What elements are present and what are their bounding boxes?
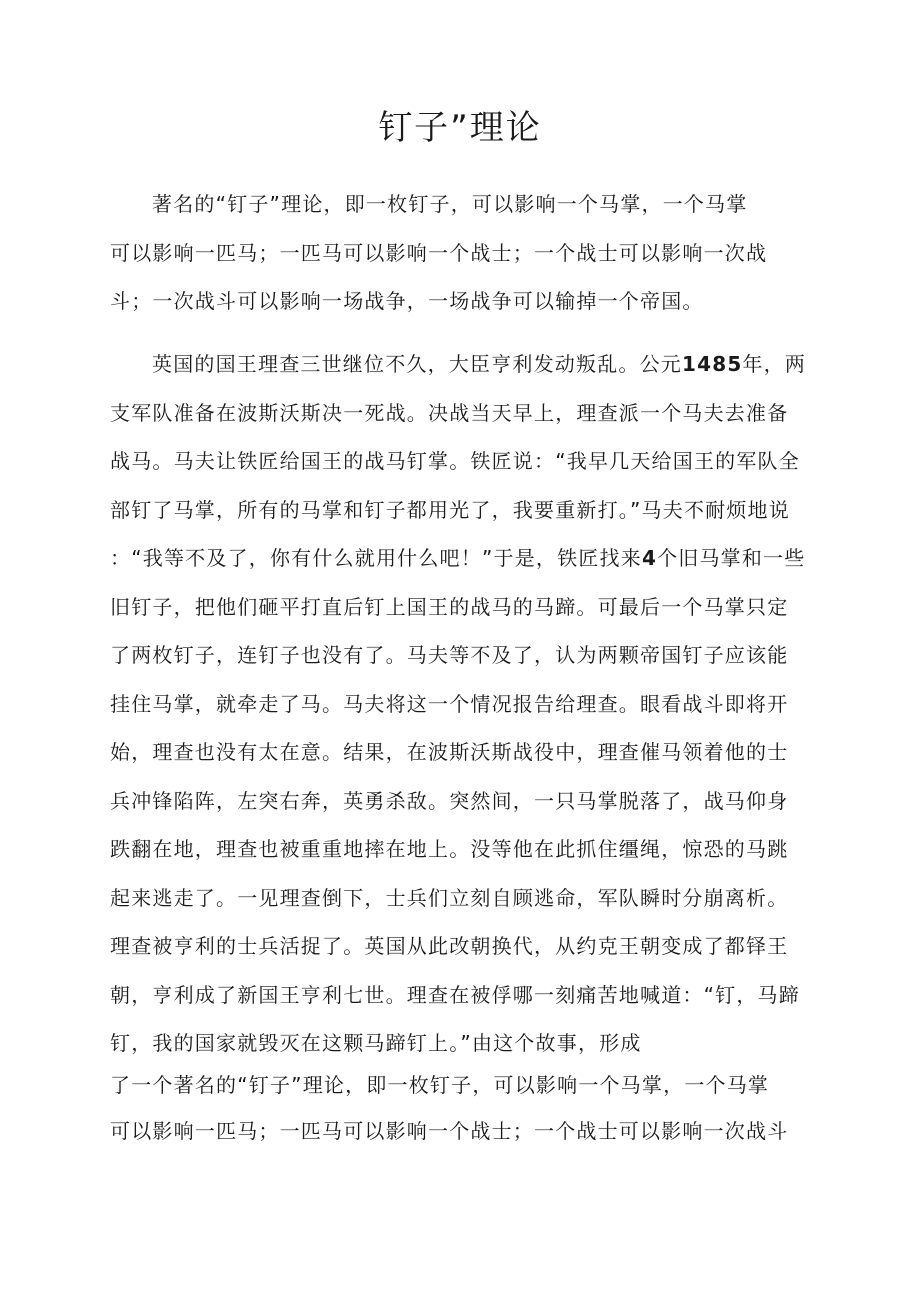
text-line: 部钉了马掌，所有的马掌和钉子都用光了，我要重新打。”马夫不耐烦地说 [110,497,790,522]
text-line: 钉，我的国家就毁灭在这颗马蹄钉上。”由这个故事，形成 [110,1031,642,1055]
text-line: 支军队准备在波斯沃斯决一死战。决战当天早上，理查派一个马夫去准备 [110,400,789,425]
text-line: 旧钉子，把他们砸平打直后钉上国王的战马的马蹄。可最后一个马掌只定 [110,594,789,619]
text-line: 兵冲锋陷阵，左突右奔，英勇杀敌。突然间，一只马掌脱落了，战马仰身 [110,788,789,813]
text-line: 可以影响一匹马；一匹马可以影响一个战士；一个战士可以影响一次战斗 [110,1119,789,1143]
text-segment: 年，两 [742,352,807,376]
text-line: 起来逃走了。一见理查倒下，士兵们立刻自顾逃命，军队瞬时分崩离析。 [110,885,789,910]
paragraph-1 [110,180,810,326]
paragraph-3 [110,1062,810,1154]
year-number: 1485 [682,352,743,376]
text-line: 朝，亨利成了新国王亨利七世。理查在被俘哪一刻痛苦地喊道：“钉，马蹄 [110,982,800,1007]
page-title: 钉子”理论 [378,108,542,148]
text-line: 可以影响一匹马；一匹马可以影响一个战士；一个战士可以影响一次战 [110,240,768,265]
text-line: 斗；一次战斗可以影响一场战争，一场战争可以输掉一个帝国。 [110,289,704,313]
text-line [110,534,810,583]
text-line: 挂住马掌，就牵走了马。马夫将这一个情况报告给理查。眼看战斗即将开 [110,691,789,716]
text-segment: ：“我等不及了，你有什么就用什么吧！”于是，铁匠找来 [110,546,642,570]
text-line: 始，理查也没有太在意。结果，在波斯沃斯战役中，理查催马领着他的士 [110,740,789,764]
text-line: 著名的“钉子”理论，即一枚钉子，可以影响一个马掌，一个马掌 [152,192,748,216]
paragraph-2 [110,340,810,1068]
text-segment: 个旧马掌和一些 [657,546,806,570]
text-line: 跌翻在地，理查也被重重地摔在地上。没等他在此抓住缰绳，惊恐的马跳 [110,837,789,861]
text-line: 了两枚钉子，连钉子也没有了。马夫等不及了，认为两颗帝国钉子应该能 [110,643,789,667]
count-number: 4 [641,546,658,570]
text-line: 了一个著名的“钉子”理论，即一枚钉子，可以影响一个马掌，一个马掌 [110,1073,770,1097]
text-line: 战马。马夫让铁匠给国王的战马钉掌。铁匠说：“我早几天给国王的军队全 [110,449,800,473]
text-line [110,340,810,389]
text-line: 理查被亨利的士兵活捉了。英国从此改朝换代，从约克王朝变成了都铎王 [110,934,789,958]
text-segment: 英国的国王理查三世继位不久，大臣亨利发动叛乱。公元 [152,352,682,376]
